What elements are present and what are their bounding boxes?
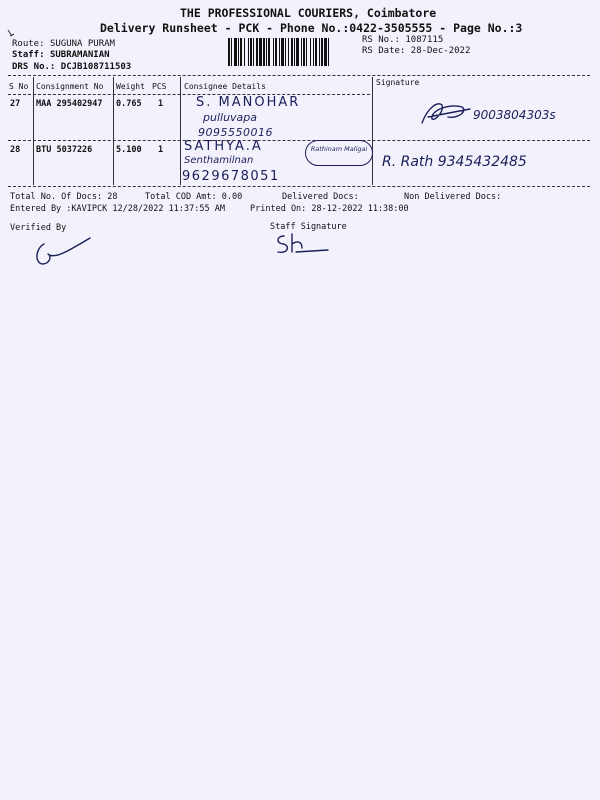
- rs-no-value: 1087115: [405, 35, 444, 45]
- printed-on: Printed On: 28-12-2022 11:38:00: [250, 204, 409, 214]
- barcode-bar: [275, 38, 277, 66]
- barcode-bar: [238, 38, 239, 66]
- table-bottom-rule: [8, 186, 590, 187]
- col-header-weight: Weight: [116, 82, 145, 91]
- rs-date-value: 28-Dec-2022: [410, 46, 471, 56]
- staff-signature: [272, 230, 332, 260]
- rs-no-label: RS No.:: [362, 35, 400, 45]
- signature-handwritten: R. Rath 9345432485: [382, 154, 527, 170]
- barcode: [228, 38, 356, 66]
- signature-scribble: [418, 97, 474, 129]
- barcode-bar: [315, 38, 317, 66]
- row-rule: [8, 140, 590, 141]
- barcode-bar: [279, 38, 280, 66]
- barcode-bar: [281, 38, 284, 66]
- row-pcs: 1: [158, 99, 164, 109]
- barcode-bar: [291, 38, 293, 66]
- barcode-bar: [244, 38, 245, 66]
- table-top-rule: [8, 75, 590, 76]
- delivered-docs: Delivered Docs:: [282, 192, 359, 202]
- route-label: Route:: [12, 39, 45, 49]
- col-header-pcs: PCS: [152, 82, 167, 91]
- rs-date-line: [362, 46, 470, 56]
- row-sno: 27: [10, 99, 21, 109]
- row-weight: 5.100: [116, 145, 142, 155]
- col-header-consignment: Consignment No: [36, 82, 104, 91]
- route-line: [12, 39, 115, 49]
- barcode-bar: [259, 38, 262, 66]
- col-sep: [372, 77, 373, 185]
- drs-line: [12, 62, 131, 72]
- barcode-bar: [250, 38, 252, 66]
- col-header-consignee: Consignee Details: [184, 82, 266, 91]
- rs-no-line: [362, 35, 443, 45]
- row-weight: 0.765: [116, 99, 142, 109]
- non-delivered-docs: Non Delivered Docs:: [404, 192, 502, 202]
- route-value: SUGUNA PURAM: [49, 39, 115, 49]
- barcode-bar: [313, 38, 314, 66]
- barcode-bar: [234, 38, 237, 66]
- row-consignment: BTU 5037226: [36, 145, 93, 155]
- staff-signature-label: Staff Signature: [270, 222, 347, 232]
- verified-by-label: Verified By: [10, 223, 67, 233]
- barcode-bar: [263, 38, 265, 66]
- row-sno: 28: [10, 145, 21, 155]
- corner-mark: [6, 28, 16, 38]
- staff-label: Staff:: [12, 50, 45, 60]
- consignee-phone-handwritten: 9629678051: [182, 169, 280, 184]
- col-header-sno: S No: [9, 82, 29, 91]
- barcode-bar: [324, 38, 327, 66]
- row-consignment: MAA 295402947: [36, 99, 103, 109]
- consignee-note-handwritten: Rathinam Maligai: [305, 140, 373, 166]
- barcode-bar: [288, 38, 289, 66]
- barcode-bar: [301, 38, 302, 66]
- barcode-bar: [266, 38, 267, 66]
- drs-value: DCJB108711503: [60, 62, 132, 72]
- consignee-name-handwritten: S. MANOHAR: [196, 95, 301, 110]
- barcode-bar: [240, 38, 242, 66]
- barcode-bar: [328, 38, 329, 66]
- barcode-bar: [231, 38, 232, 66]
- barcode-bar: [294, 38, 295, 66]
- total-docs: Total No. Of Docs: 28: [10, 192, 118, 202]
- barcode-bar: [268, 38, 270, 66]
- barcode-bar: [285, 38, 286, 66]
- barcode-bar: [319, 38, 320, 66]
- col-header-signature: Signature: [376, 78, 420, 87]
- barcode-bar: [248, 38, 249, 66]
- barcode-bar: [306, 38, 307, 66]
- total-cod: Total COD Amt: 0.00: [145, 192, 243, 202]
- consignee-name-handwritten: SATHYA.A: [184, 139, 263, 154]
- barcode-bar: [321, 38, 323, 66]
- barcode-bar: [256, 38, 258, 66]
- barcode-bar: [310, 38, 311, 66]
- runsheet-title: Delivery Runsheet - PCK - Phone No.:0422-3505555 - Page No.:3: [100, 21, 523, 35]
- barcode-bar: [303, 38, 305, 66]
- drs-label: DRS No.:: [12, 62, 56, 72]
- barcode-bar: [253, 38, 254, 66]
- consignee-line-handwritten: pulluvapa: [203, 111, 258, 124]
- barcode-bar: [273, 38, 274, 66]
- row-pcs: 1: [158, 145, 164, 155]
- company-name: THE PROFESSIONAL COURIERS, Coimbatore: [180, 6, 437, 20]
- verifier-signature: [30, 230, 94, 270]
- barcode-bar: [228, 38, 230, 66]
- consignee-line-handwritten: Senthamilnan: [184, 155, 254, 166]
- staff-value: SUBRAMANIAN: [49, 50, 110, 60]
- consignee-phone-handwritten: 9095550016: [198, 126, 273, 139]
- rs-date-label: RS Date:: [362, 46, 406, 56]
- entered-by: Entered By :KAVIPCK 12/28/2022 11:37:55 AM: [10, 204, 225, 214]
- staff-line: [12, 50, 110, 60]
- barcode-bar: [296, 38, 299, 66]
- header-rule: [8, 94, 370, 95]
- signature-phone-handwritten: 9003804303s: [473, 108, 556, 122]
